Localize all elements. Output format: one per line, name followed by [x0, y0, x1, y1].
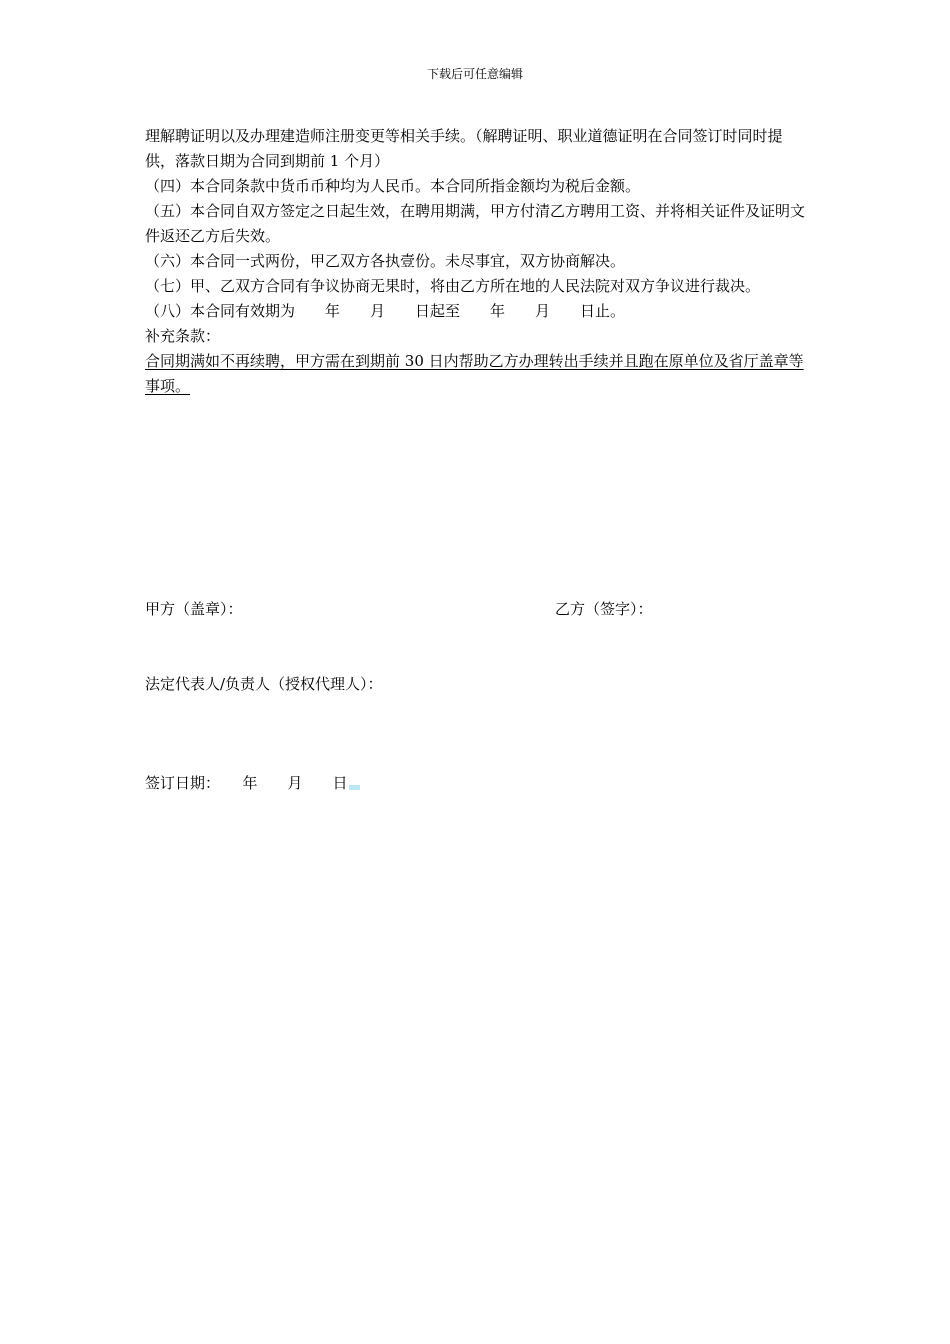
contract-body — [145, 124, 809, 399]
clause-paragraph: （八）本合同有效期为 年 月 日起至 年 月 日止。 — [145, 302, 626, 320]
legal-representative-label: 法定代表人/负责人（授权代理人）： — [145, 675, 383, 693]
clause-paragraph: （七）甲、乙双方合同有争议协商无果时，将由乙方所在地的人民法院对双方争议进行裁决。 — [145, 277, 761, 295]
supplement-text: 合同期满如不再续聘，甲方需在到期前 30 日内帮助乙方办理转出手续并且跑在原单位及省厅盖章等事项。 — [145, 352, 804, 395]
party-b-signature-label: 乙方（签字）： — [555, 600, 653, 618]
party-a-seal-label: 甲方（盖章）： — [145, 600, 243, 618]
supplement-heading: 补充条款： — [145, 327, 221, 345]
clause-paragraph: （四）本合同条款中货币币种均为人民币。本合同所指金额均为税后金额。 — [145, 177, 641, 195]
clause-paragraph: （五）本合同自双方签定之日起生效，在聘用期满，甲方付清乙方聘用工资、并将相关证件及证明文件返还乙方后失效。 — [145, 202, 806, 245]
clause-paragraph: 理解聘证明以及办理建造师注册变更等相关手续。（解聘证明、职业道德证明在合同签订时同时提供，落款日期为合同到期前 1 个月） — [145, 127, 783, 170]
clause-paragraph: （六）本合同一式两份，甲乙双方各执壹份。未尽事宜，双方协商解决。 — [145, 252, 626, 270]
sign-date-line — [145, 771, 360, 796]
page-header-note: 下载后可任意编辑 — [426, 67, 523, 81]
text-cursor-marker — [349, 785, 360, 790]
sign-date-label: 签订日期： 年 月 日 — [145, 774, 348, 792]
